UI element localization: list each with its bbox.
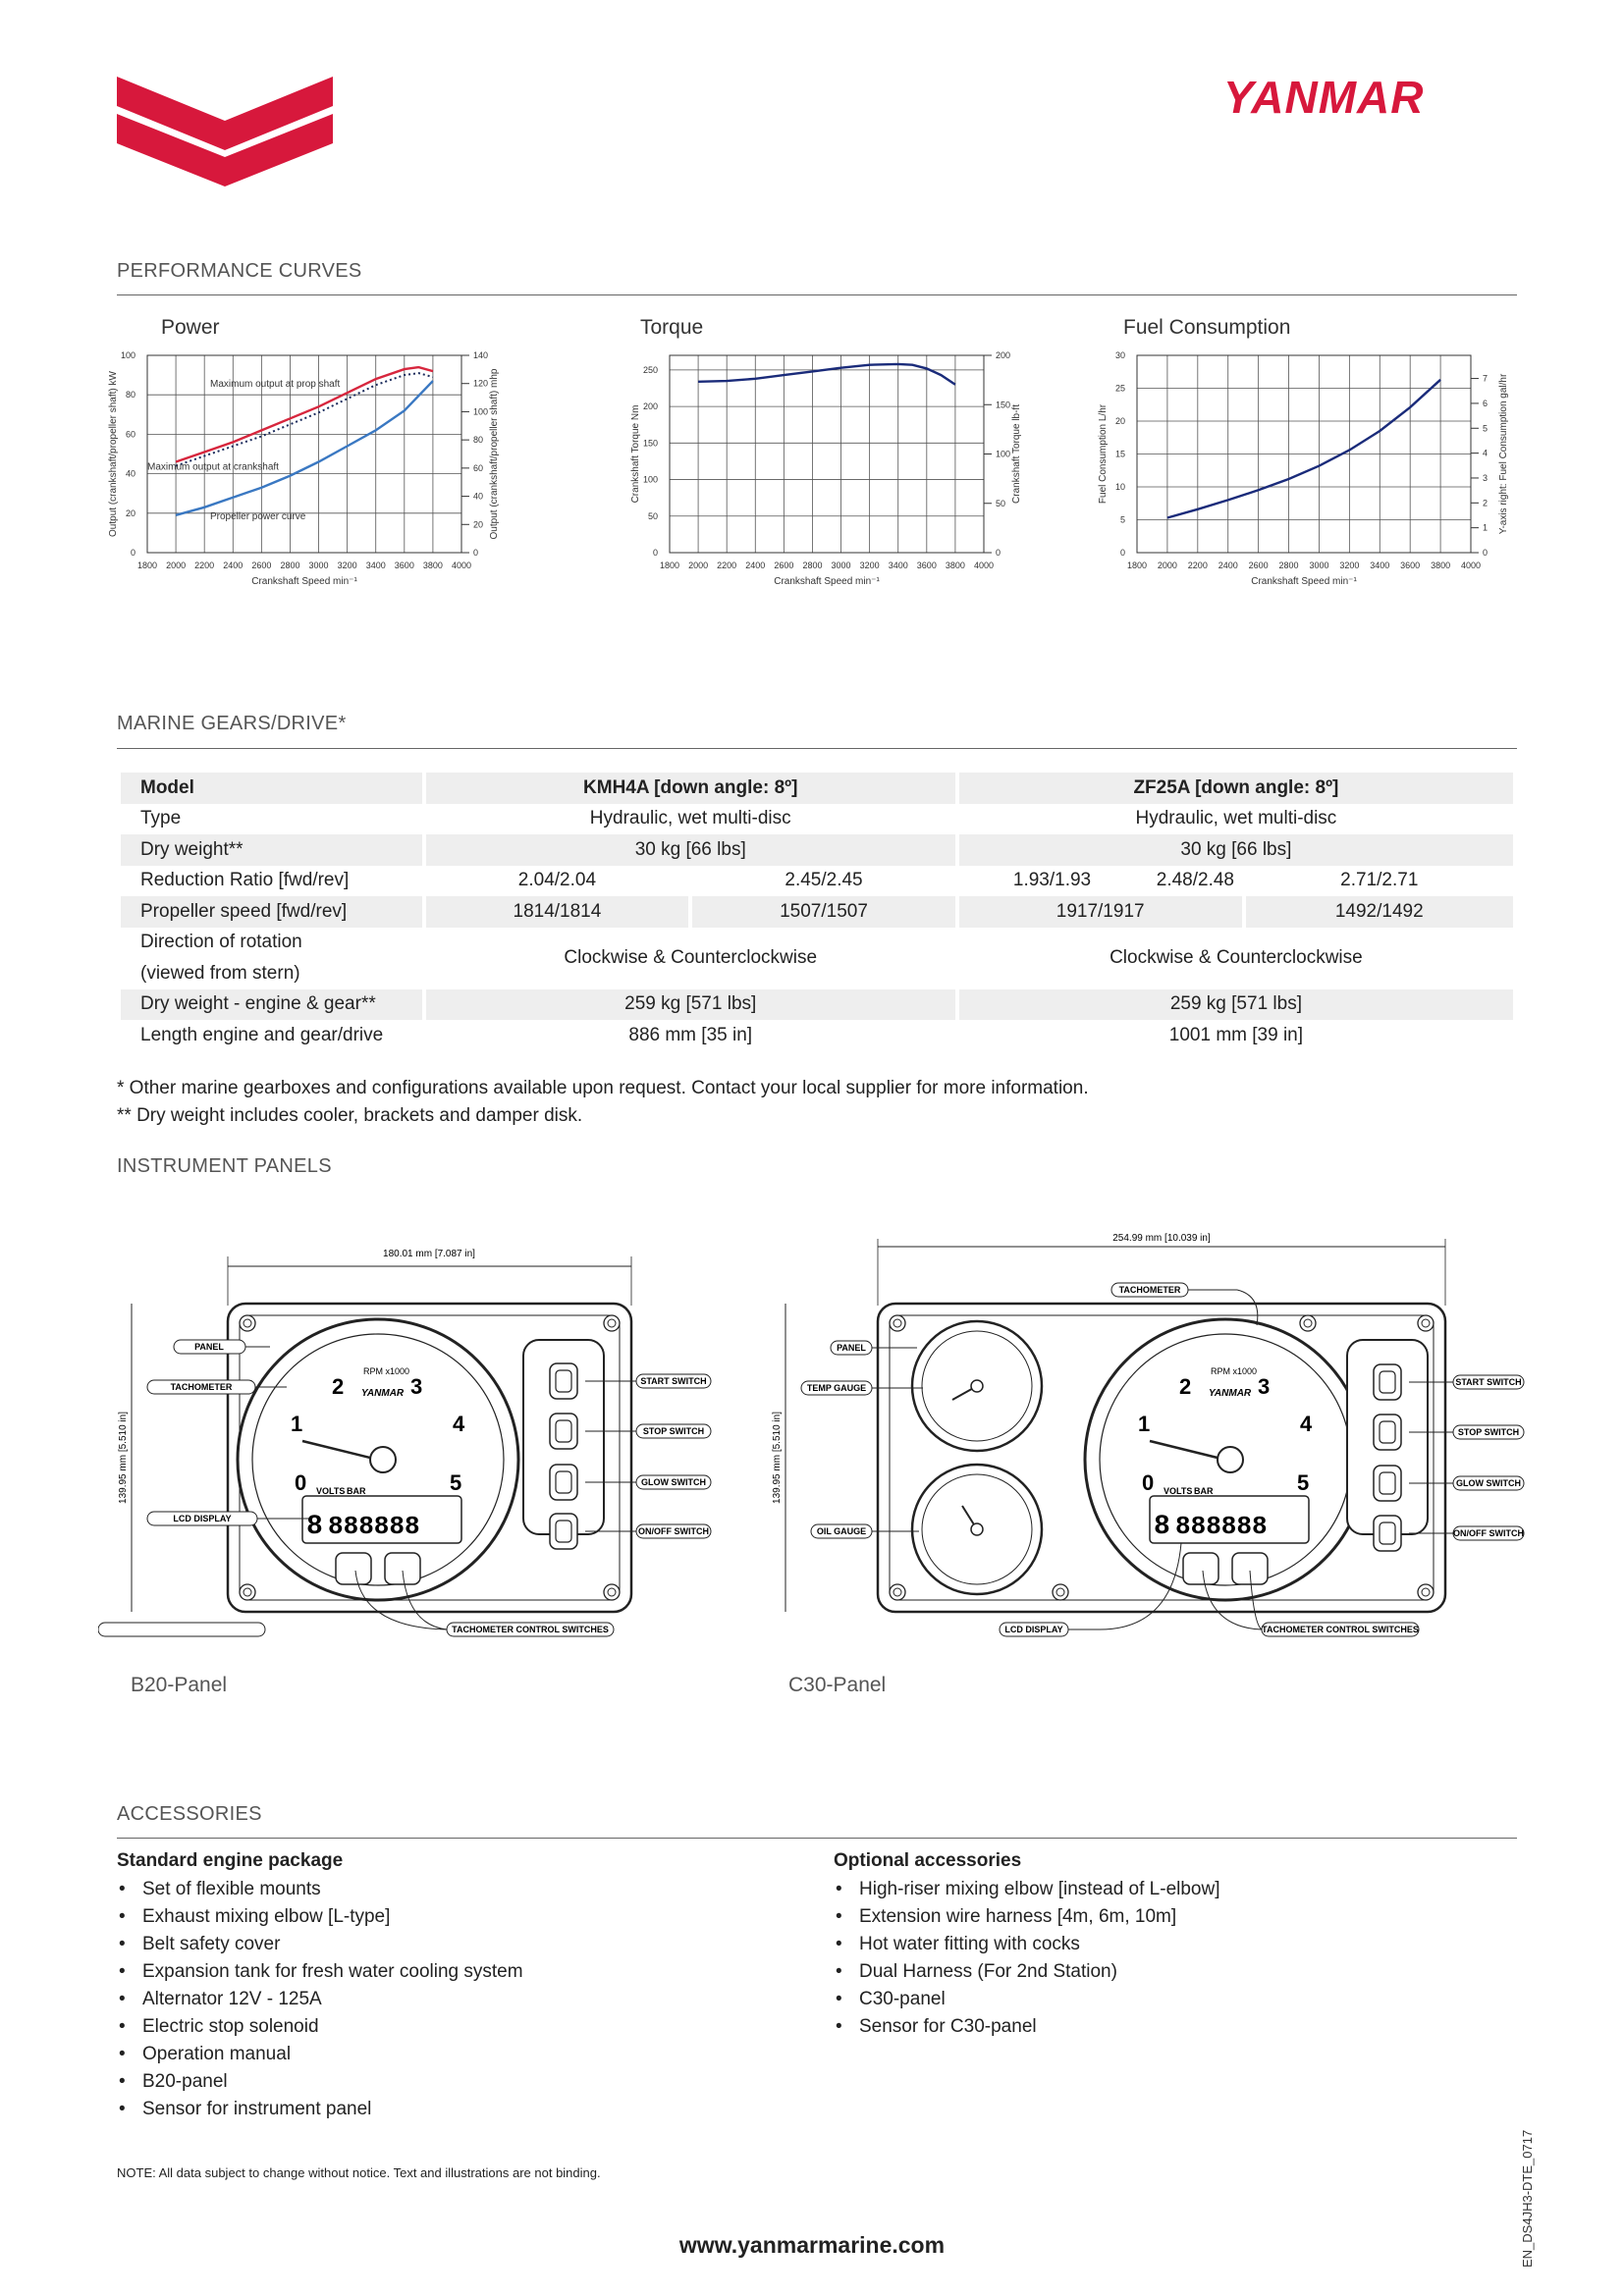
y-tick-label: 0 (652, 548, 658, 558)
callout-tachometer: TACHOMETER (170, 1382, 233, 1392)
x-tick-label: 2000 (1157, 561, 1177, 570)
callout-lcd-display: LCD DISPLAY (1004, 1625, 1063, 1634)
list-item: • Sensor for instrument panel (117, 2096, 523, 2123)
list-item: • Sensor for C30-panel (834, 2013, 1220, 2041)
website-link[interactable]: www.yanmarmarine.com (678, 2232, 946, 2258)
disclaimer-note: NOTE: All data subject to change without notice. Text and illustrations are not binding. (117, 2165, 601, 2180)
svg-text:5: 5 (450, 1470, 462, 1495)
x-tick-label: 3800 (422, 561, 443, 570)
y-tick-label: 50 (647, 510, 658, 521)
chart-annotation: Propeller power curve (210, 510, 306, 522)
torque-chart (589, 344, 1051, 609)
y-right-tick-label: 200 (996, 350, 1011, 360)
lcd-digit-big: 8 (306, 1512, 323, 1542)
svg-text:1: 1 (291, 1412, 303, 1436)
y-right-tick-label: 1 (1483, 522, 1489, 533)
lcd-digit-big: 8 (1154, 1512, 1170, 1542)
dial-brand: YANMAR (1209, 1388, 1252, 1399)
svg-text:4: 4 (453, 1412, 465, 1436)
table-row (121, 773, 1513, 804)
y-tick-label: 20 (1114, 416, 1125, 426)
y-tick-label: 30 (1114, 350, 1125, 360)
y-right-tick-label: 50 (996, 498, 1006, 508)
x-tick-label: 4000 (973, 561, 995, 570)
y-right-axis-label: Crankshaft Torque lb-ft (1011, 404, 1022, 504)
list-item: • Exhaust mixing elbow [L-type] (117, 1903, 523, 1931)
table-cell: 1917/1917 (959, 896, 1242, 928)
fuel-chart (1078, 344, 1540, 609)
callout-panel: PANEL (194, 1342, 224, 1352)
x-tick-label: 3800 (1431, 561, 1451, 570)
y-tick-label: 100 (120, 350, 135, 360)
c30-width-dimension: 254.99 mm [10.039 in] (1112, 1233, 1211, 1244)
x-tick-label: 3600 (916, 561, 937, 570)
x-tick-label: 1800 (136, 561, 158, 570)
table-cell: 1814/1814 (426, 896, 689, 928)
table-cell: ZF25A [down angle: 8º] (959, 773, 1513, 804)
x-tick-label: 2400 (1218, 561, 1238, 570)
callout-lcd-display: LCD DISPLAY (173, 1514, 232, 1523)
y-right-tick-label: 20 (473, 519, 484, 530)
callout-tachometer: TACHOMETER (1118, 1285, 1181, 1295)
power-chart (108, 344, 569, 609)
svg-text:4: 4 (1300, 1412, 1313, 1436)
svg-text:5: 5 (1297, 1470, 1310, 1495)
y-axis-label: Crankshaft Torque Nm (630, 404, 641, 504)
table-cell: Dry weight** (121, 834, 422, 866)
x-tick-label: 3400 (365, 561, 386, 570)
callout-stop-switch: STOP SWITCH (642, 1426, 705, 1436)
standard-package-list (117, 1876, 523, 2123)
table-cell: 1001 mm [39 in] (1168, 1024, 1304, 1045)
x-tick-label: 3200 (859, 561, 880, 570)
svg-text:3: 3 (410, 1374, 423, 1399)
y-tick-label: 0 (130, 548, 135, 558)
x-tick-label: 3400 (1370, 561, 1390, 570)
y-right-tick-label: 80 (473, 435, 484, 446)
chart-title-power: Power (161, 316, 220, 339)
series-line (1167, 380, 1440, 518)
list-item: • Electric stop solenoid (117, 2013, 523, 2041)
x-tick-label: 2000 (688, 561, 709, 570)
table-row (121, 896, 1513, 928)
callout-start-switch: START SWITCH (640, 1376, 707, 1386)
table-cell: (viewed from stern) (140, 962, 300, 984)
x-tick-label: 3600 (1400, 561, 1421, 570)
x-tick-label: 3800 (945, 561, 965, 570)
callout-stop-switch: STOP SWITCH (1457, 1427, 1520, 1437)
table-cell: 30 kg [66 lbs] (959, 834, 1513, 866)
svg-text:0: 0 (295, 1470, 307, 1495)
x-tick-label: 3000 (831, 561, 851, 570)
x-tick-label: 2600 (251, 561, 272, 570)
y-axis-label: Output (crankshaft/propeller shaft) kW (108, 371, 119, 537)
b20-height-dimension: 139.95 mm [5.510 in] (118, 1412, 129, 1504)
svg-text:2: 2 (332, 1374, 345, 1399)
table-cell: Hydraulic, wet multi-disc (1135, 808, 1337, 829)
table-cell: Propeller speed [fwd/rev] (121, 896, 422, 928)
table-cell: 1507/1507 (692, 896, 955, 928)
table-cell: Reduction Ratio [fwd/rev] (140, 870, 350, 891)
section-title-instruments: INSTRUMENT PANELS (117, 1155, 332, 1177)
table-cell: 886 mm [35 in] (628, 1024, 753, 1045)
volts-label: VOLTS (316, 1486, 346, 1496)
y-axis-label: Fuel Consumption L/hr (1098, 403, 1109, 505)
x-tick-label: 2200 (194, 561, 215, 570)
table-cell: Direction of rotation (140, 932, 302, 953)
table-row (121, 989, 1513, 1021)
y-right-tick-label: 0 (1483, 548, 1489, 558)
table-cell: KMH4A [down angle: 8º] (426, 773, 955, 804)
svg-text:1: 1 (1138, 1412, 1151, 1436)
x-tick-label: 2800 (1278, 561, 1299, 570)
y-tick-label: 60 (125, 429, 135, 440)
callout-tach-switches: TACHOMETER CONTROL SWITCHES (452, 1625, 609, 1634)
svg-text:3: 3 (1258, 1374, 1271, 1399)
y-right-tick-label: 7 (1483, 373, 1489, 384)
y-right-tick-label: 120 (473, 378, 489, 389)
list-item: • Set of flexible mounts (117, 1876, 523, 1903)
table-row (121, 804, 1513, 835)
rpm-label: RPM x1000 (1211, 1366, 1258, 1376)
gears-table (117, 773, 1517, 1051)
list-item: • Dual Harness (For 2nd Station) (834, 1958, 1220, 1986)
rpm-label: RPM x1000 (363, 1366, 410, 1376)
b20-width-dimension: 180.01 mm [7.087 in] (383, 1249, 475, 1259)
y-right-tick-label: 0 (473, 548, 479, 558)
x-tick-label: 3000 (1309, 561, 1329, 570)
x-tick-label: 3000 (308, 561, 329, 570)
chart-annotation: Maximum output at prop shaft (210, 379, 341, 391)
document-id: EN_DS4JH3-DTE_0717 (1520, 2129, 1535, 2268)
chart-title-fuel: Fuel Consumption (1123, 316, 1291, 339)
y-tick-label: 0 (1119, 548, 1125, 558)
x-axis-label: Crankshaft Speed min⁻¹ (1251, 576, 1357, 587)
x-tick-label: 2200 (717, 561, 737, 570)
series-line (698, 364, 955, 385)
section-title-accessories: ACCESSORIES (117, 1803, 262, 1825)
table-row (121, 1020, 1513, 1051)
footnote: ** Dry weight includes cooler, brackets and damper disk. (117, 1105, 583, 1126)
b20-caption: B20-Panel (131, 1674, 228, 1696)
y-right-tick-label: 100 (996, 449, 1011, 459)
footnote: * Other marine gearboxes and configurations available upon request. Contact your local supplier for more information. (117, 1078, 1089, 1098)
x-tick-label: 4000 (1460, 561, 1482, 570)
table-cell: Hydraulic, wet multi-disc (589, 808, 791, 829)
x-tick-label: 3200 (337, 561, 357, 570)
y-right-tick-label: 5 (1483, 423, 1489, 434)
x-tick-label: 1800 (1126, 561, 1148, 570)
y-right-tick-label: 0 (996, 548, 1001, 558)
table-row (121, 928, 1513, 959)
y-right-tick-label: 100 (473, 406, 489, 417)
dial-brand: YANMAR (361, 1388, 405, 1399)
standard-package-title: Standard engine package (117, 1850, 344, 1871)
list-item: • Hot water fitting with cocks (834, 1931, 1220, 1958)
y-tick-label: 15 (1114, 449, 1125, 459)
y-tick-label: 100 (642, 474, 658, 485)
callout-tach-switches: TACHOMETER CONTROL SWITCHES (1262, 1625, 1419, 1634)
x-tick-label: 1800 (659, 561, 680, 570)
table-cell: Dry weight - engine & gear** (121, 989, 422, 1021)
y-right-tick-label: 40 (473, 491, 484, 502)
brand-chevron-icon (117, 77, 333, 187)
x-tick-label: 3200 (1339, 561, 1360, 570)
table-cell: 259 kg [571 lbs] (426, 989, 955, 1021)
list-item: • Expansion tank for fresh water cooling system (117, 1958, 523, 1986)
table-cell: Clockwise & Counterclockwise (1110, 947, 1363, 968)
callout-temp-gauge: TEMP GAUGE (806, 1383, 867, 1393)
x-tick-label: 2600 (774, 561, 794, 570)
list-item: • B20-panel (117, 2068, 523, 2096)
y-right-tick-label: 2 (1483, 498, 1489, 508)
callout-onoff-switch: ON/OFF SWITCH (1453, 1528, 1524, 1538)
lcd-digits: 888888 (1175, 1512, 1268, 1541)
table-cell: 1492/1492 (1246, 896, 1513, 928)
x-tick-label: 2200 (1187, 561, 1208, 570)
table-cell: 2.48/2.48 (1156, 870, 1234, 891)
x-tick-label: 2800 (280, 561, 300, 570)
table-cell: 1.93/1.93 (1012, 870, 1092, 891)
lcd-digits: 888888 (328, 1512, 420, 1541)
table-row (121, 834, 1513, 866)
table-cell: 2.71/2.71 (1340, 870, 1419, 891)
table-cell: 30 kg [66 lbs] (426, 834, 955, 866)
y-right-tick-label: 4 (1483, 448, 1489, 458)
y-tick-label: 200 (642, 401, 658, 412)
b20-panel (98, 1249, 711, 1636)
x-tick-label: 4000 (451, 561, 472, 570)
optional-accessories-list (834, 1876, 1220, 2041)
table-cell: Type (140, 808, 182, 829)
table-cell: Clockwise & Counterclockwise (564, 947, 818, 968)
table-row (121, 866, 1513, 897)
y-right-axis-label: Y-axis right: Fuel Consumption gal/hr (1498, 373, 1509, 535)
volts-label: VOLTS (1164, 1486, 1193, 1496)
callout-start-switch: START SWITCH (1455, 1377, 1522, 1387)
x-tick-label: 3600 (394, 561, 414, 570)
x-tick-label: 3400 (888, 561, 908, 570)
y-tick-label: 150 (642, 438, 658, 449)
bar-label: BAR (347, 1486, 366, 1496)
optional-accessories-title: Optional accessories (834, 1850, 1022, 1871)
y-right-axis-label: Output (crankshaft/propeller shaft) mhp (489, 368, 500, 540)
x-tick-label: 2400 (223, 561, 244, 570)
y-tick-label: 10 (1114, 482, 1125, 492)
y-tick-label: 80 (125, 390, 135, 400)
callout-onoff-switch: ON/OFF SWITCH (638, 1526, 709, 1536)
plot-frame (670, 355, 984, 553)
list-item: • C30-panel (834, 1986, 1220, 2013)
y-tick-label: 5 (1119, 514, 1125, 525)
y-tick-label: 25 (1114, 383, 1125, 394)
svg-text:2: 2 (1179, 1374, 1192, 1399)
y-tick-label: 40 (125, 468, 135, 479)
y-right-tick-label: 6 (1483, 398, 1489, 408)
brand-logo: YANMAR (1223, 72, 1425, 123)
divider (117, 748, 1517, 749)
x-axis-label: Crankshaft Speed min⁻¹ (774, 576, 880, 587)
list-item: • Belt safety cover (117, 1931, 523, 1958)
c30-height-dimension: 139.95 mm [5.510 in] (772, 1412, 783, 1504)
callout-panel: PANEL (837, 1343, 866, 1353)
callout-oil-gauge: OIL GAUGE (816, 1526, 867, 1536)
y-tick-label: 20 (125, 507, 135, 518)
y-right-tick-label: 150 (996, 400, 1011, 410)
x-tick-label: 2000 (166, 561, 187, 570)
y-tick-label: 250 (642, 364, 658, 375)
svg-text:0: 0 (1142, 1470, 1155, 1495)
instrument-panels-drawing (98, 1217, 1551, 1649)
y-right-tick-label: 3 (1483, 472, 1489, 483)
bar-label: BAR (1194, 1486, 1214, 1496)
chart-annotation: Maximum output at crankshaft (147, 461, 279, 473)
x-tick-label: 2600 (1248, 561, 1269, 570)
divider (117, 1838, 1517, 1839)
y-right-tick-label: 60 (473, 462, 484, 473)
x-axis-label: Crankshaft Speed min⁻¹ (251, 576, 357, 587)
callout-glow-switch: GLOW SWITCH (1456, 1478, 1521, 1488)
section-title-performance: PERFORMANCE CURVES (117, 260, 362, 282)
table-cell: 259 kg [571 lbs] (959, 989, 1513, 1021)
callout-glow-switch: GLOW SWITCH (641, 1477, 706, 1487)
x-tick-label: 2800 (802, 561, 823, 570)
list-item: • Alternator 12V - 125A (117, 1986, 523, 2013)
table-cell: 2.04/2.04 (517, 870, 597, 891)
c30-caption: C30-Panel (788, 1674, 887, 1696)
chart-title-torque: Torque (640, 316, 704, 339)
y-right-tick-label: 140 (473, 350, 489, 360)
list-item: • Operation manual (117, 2041, 523, 2068)
table-cell: 2.45/2.45 (785, 870, 863, 891)
divider (117, 294, 1517, 295)
c30-panel (772, 1233, 1524, 1636)
list-item: • Extension wire harness [4m, 6m, 10m] (834, 1903, 1220, 1931)
list-item: • High-riser mixing elbow [instead of L-elbow] (834, 1876, 1220, 1903)
section-title-gears: MARINE GEARS/DRIVE* (117, 713, 347, 734)
table-cell: Length engine and gear/drive (140, 1024, 384, 1045)
table-cell: Model (121, 773, 422, 804)
x-tick-label: 2400 (745, 561, 766, 570)
